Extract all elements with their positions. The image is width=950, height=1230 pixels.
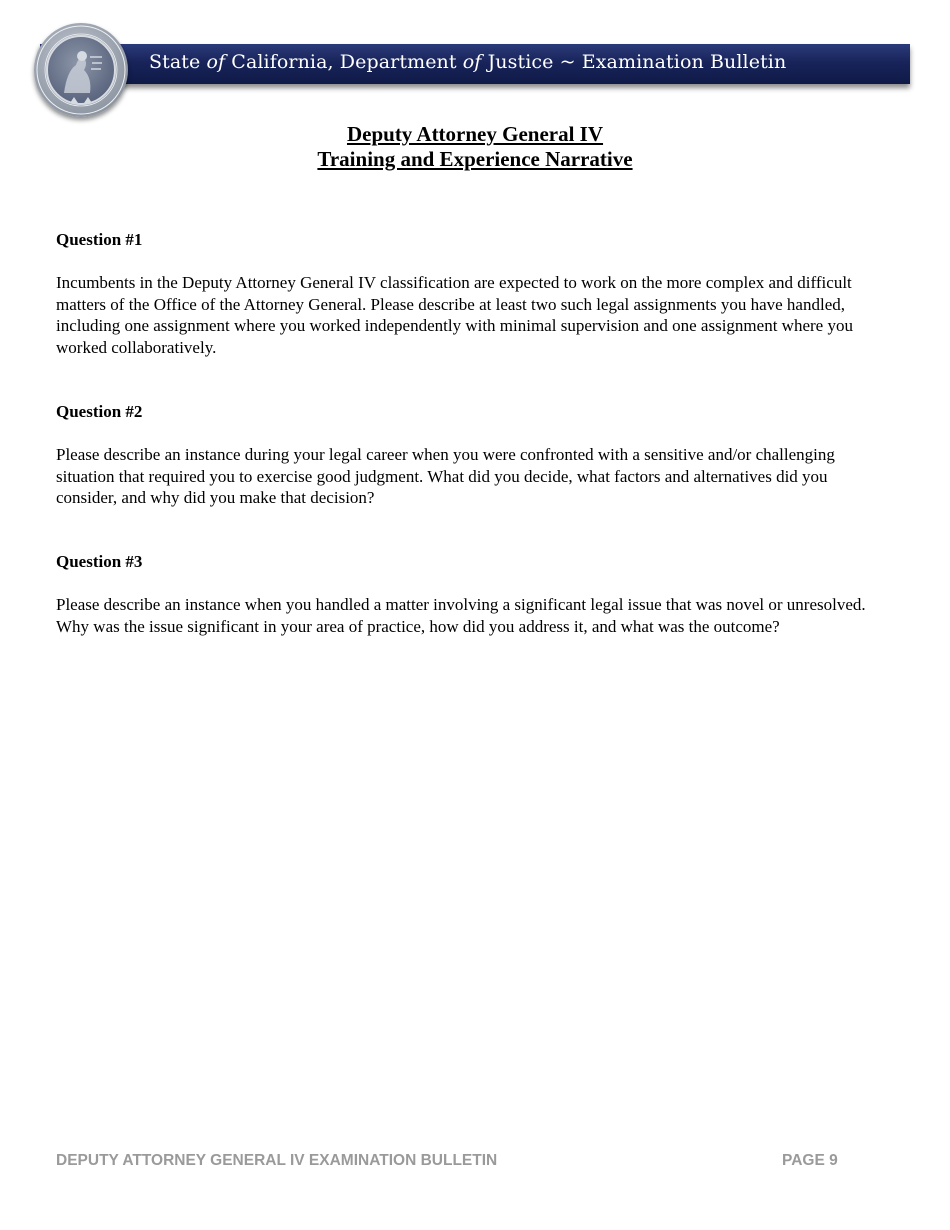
question-3-heading: Question #3 [56,552,143,571]
document-title [0,122,950,172]
question-3-body: Please describe an instance when you handled a matter involving a significant legal issue that was novel or unresolved. Why was the issue significant in your area of practice, how did you address it, and what was the outcome? [56,595,866,636]
question-2-heading: Question #2 [56,402,143,421]
banner-text-california-doj: California, Department [225,51,463,73]
header-banner [40,44,910,84]
banner-text-of-2: of [462,51,482,73]
title-line-1: Deputy Attorney General IV [346,122,604,146]
title-line-2: Training and Experience Narrative [317,147,633,171]
question-1-body: Incumbents in the Deputy Attorney General IV classification are expected to work on the more complex and difficult matters of the Office of the Attorney General. Please describe at least two such legal assignments you have handled, including one assignment where you worked independently with minimal supervision and one assignment where you worked collaboratively. [56,273,853,357]
footer-bulletin-title: DEPUTY ATTORNEY GENERAL IV EXAMINATION BULLETIN [56,1152,498,1169]
banner-text-state: State [149,51,207,73]
banner-title [149,51,786,73]
banner-text-exam-bulletin: Justice ~ Examination Bulletin [481,51,787,73]
doj-seal-icon [34,23,128,117]
seal-emblem-icon [34,23,128,117]
banner-text-of-1: of [206,51,226,73]
question-1-heading: Question #1 [56,230,143,249]
footer-page-number: PAGE 9 [782,1152,838,1169]
question-2-body: Please describe an instance during your legal career when you were confronted with a sensitive and/or challenging situation that required you to exercise good judgment. What did you decide, what factors and alternatives did you consider, and why did you make that decision? [56,445,835,507]
